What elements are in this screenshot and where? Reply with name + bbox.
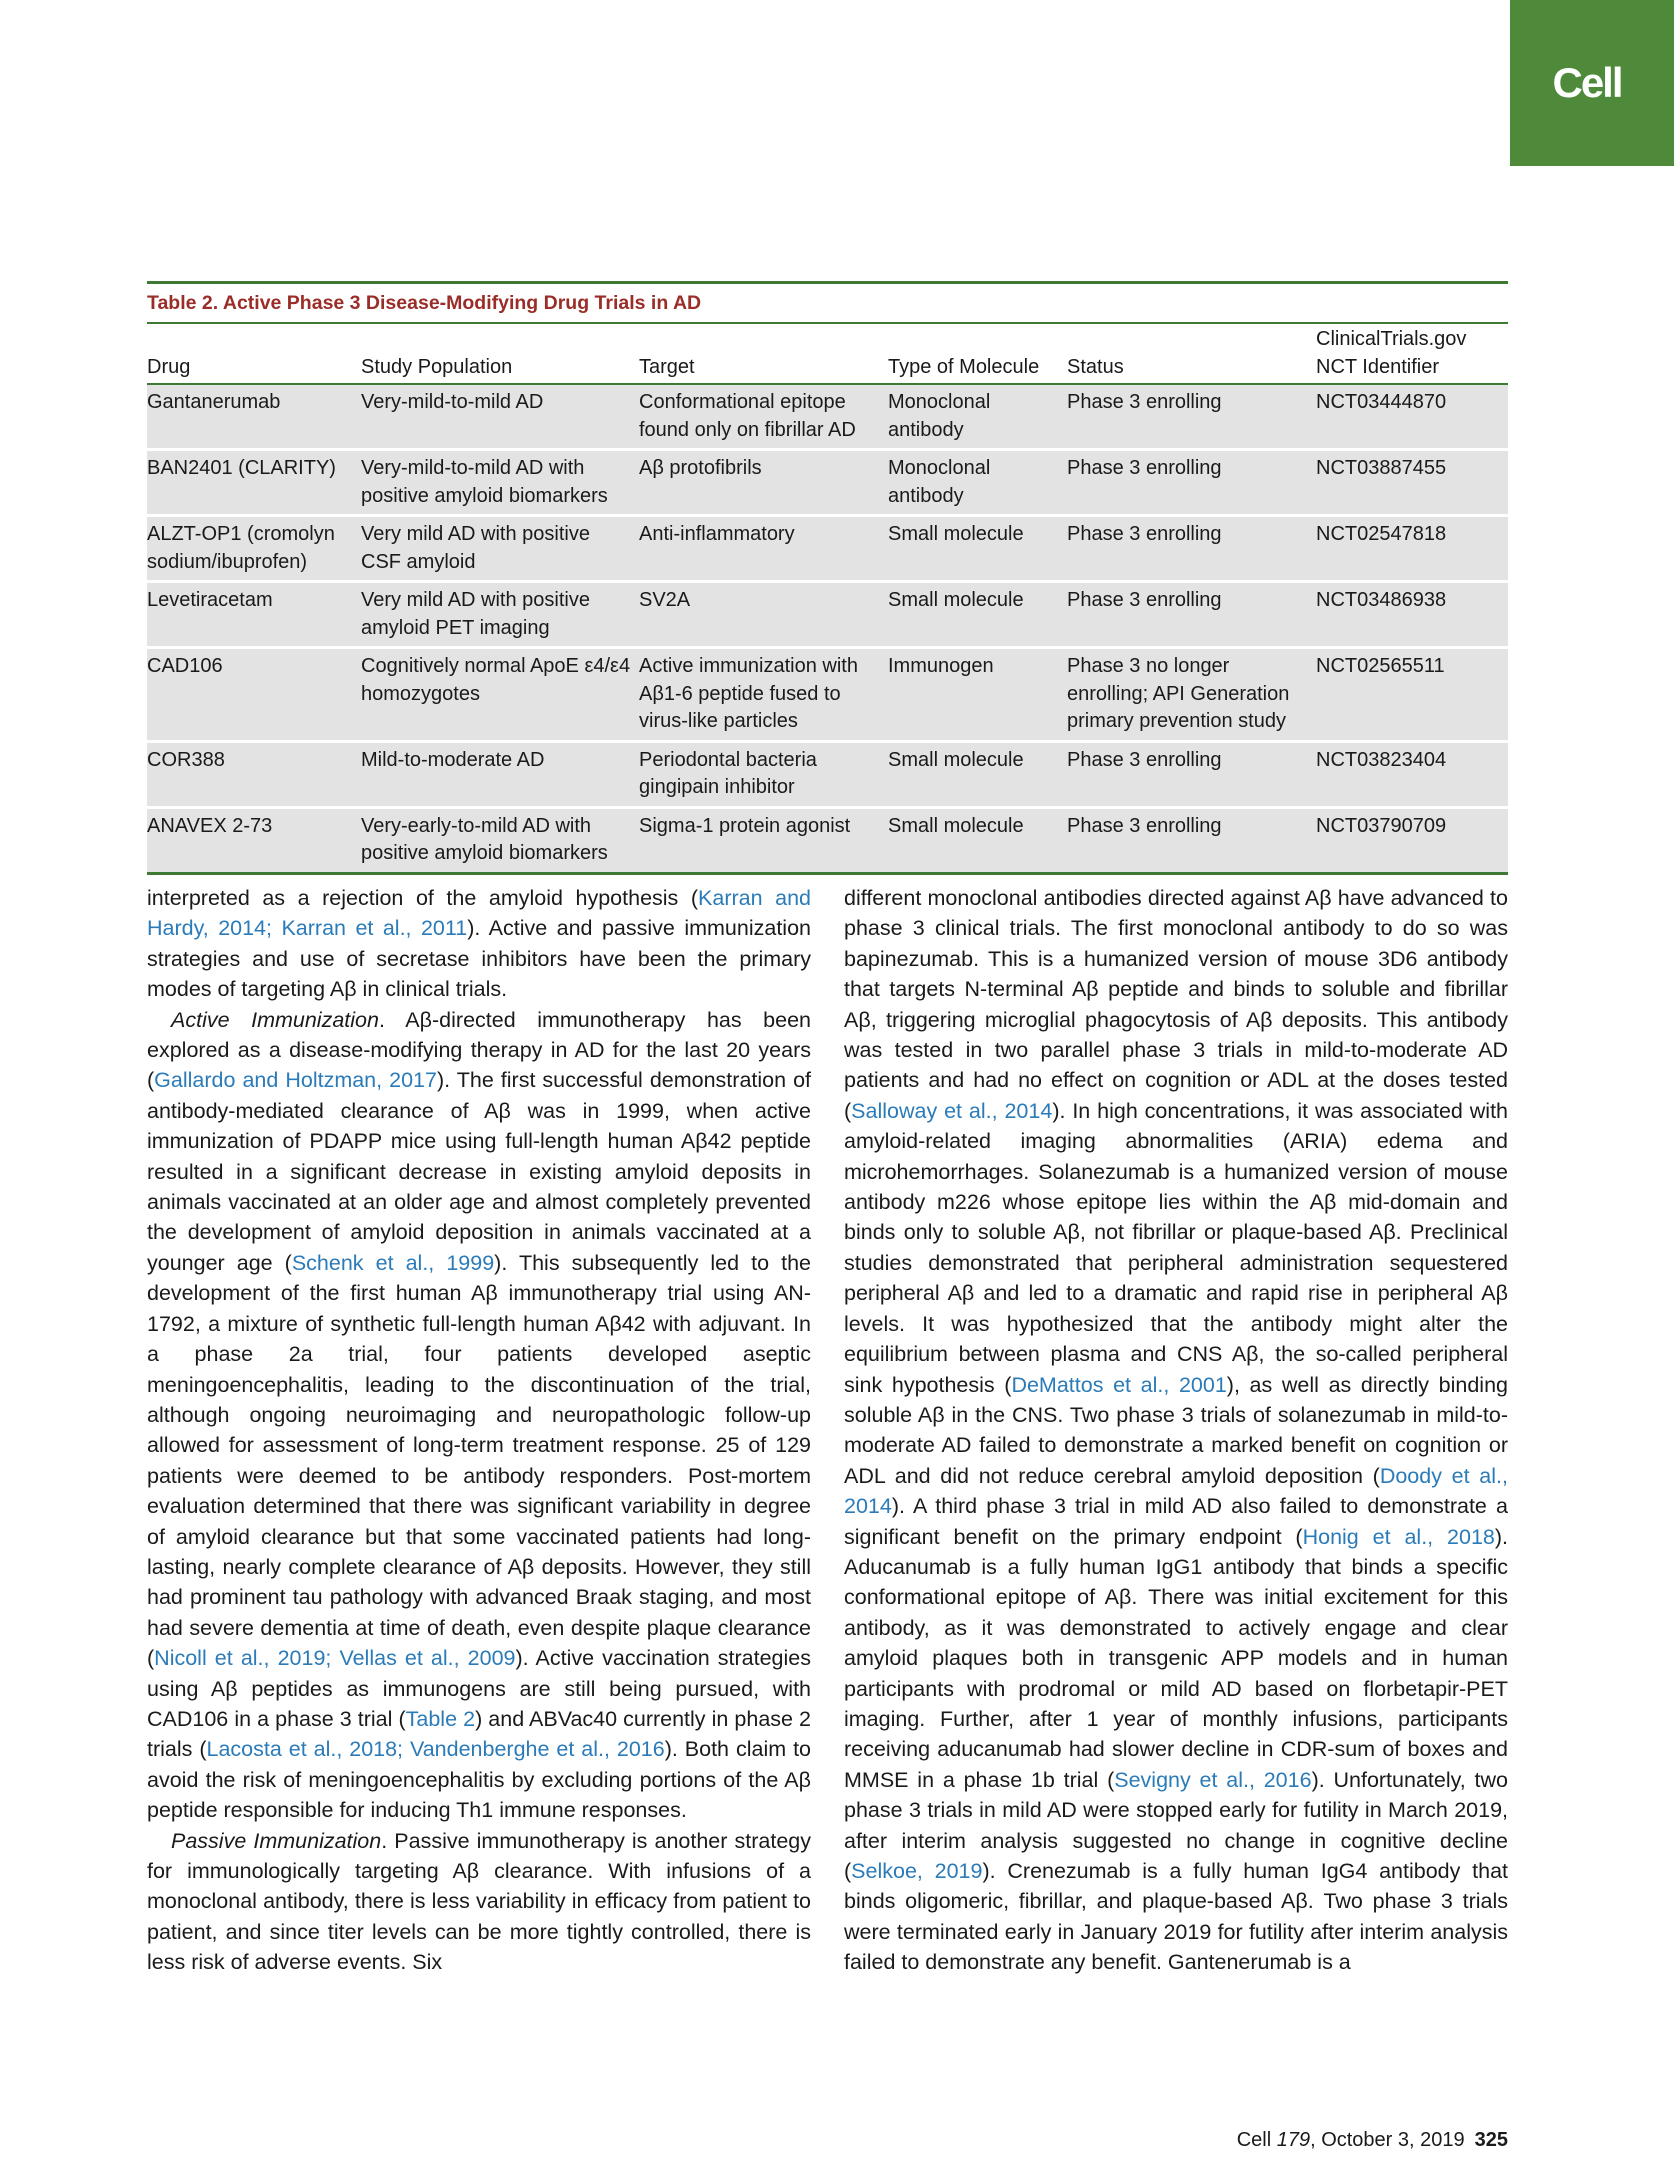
table-header-cell: Target bbox=[639, 355, 695, 378]
table-cell: Levetiracetam bbox=[147, 589, 273, 611]
table-cell: Very mild AD with positive amyloid PET imaging bbox=[361, 589, 590, 639]
citation-link[interactable]: Nicoll et al., 2019; Vellas et al., 2009 bbox=[154, 1646, 516, 1671]
section-heading-inline: Active Immunization bbox=[171, 1007, 379, 1032]
page-number: 325 bbox=[1474, 2129, 1508, 2151]
table-cell: NCT03887455 bbox=[1316, 457, 1447, 479]
table-cell: ANAVEX 2-73 bbox=[147, 814, 273, 837]
table-row bbox=[147, 450, 1508, 516]
table-row bbox=[147, 582, 1508, 648]
table-cell: NCT03486938 bbox=[1316, 589, 1447, 611]
table-cell: Monoclonal antibody bbox=[888, 457, 991, 507]
table-cell: Immunogen bbox=[888, 655, 994, 677]
table-header-cell: Type of Molecule bbox=[888, 355, 1040, 378]
footer-volume: 179 bbox=[1276, 2129, 1311, 2151]
table-header-cell: ClinicalTrials.gov NCT Identifier bbox=[1316, 328, 1467, 378]
table-cell: Small molecule bbox=[888, 814, 1024, 837]
table-cell: Phase 3 enrolling bbox=[1067, 391, 1222, 413]
citation-link[interactable]: Gallardo and Holtzman, 2017 bbox=[154, 1068, 437, 1093]
table-cell: Cognitively normal ApoE ε4/ε4 homozygotes bbox=[361, 655, 631, 705]
citation-link[interactable]: Karran and Hardy, 2014; Karran et al., 2011 bbox=[147, 886, 811, 941]
table-cell: Aβ protofibrils bbox=[639, 457, 762, 479]
paragraph: different monoclonal antibodies directed against Aβ have advanced to phase 3 clinical trials. The first monoclonal antibody to do so was bapinezumab. This is a humanized version of mouse 3D6 antibody that targets N-terminal Aβ peptide and binds to soluble and fibrillar Aβ, triggering microglial phagocytosis of Aβ deposits. This antibody was tested in two parallel phase 3 trials in mild-to-moderate AD patients and had no effect on cognition or ADL at the doses tested (Salloway et al., 2014). In high concentrations, it was associated with amyloid-related imaging abnormalities (ARIA) edema and microhemorrhages. Solanezumab is a humanized version of mouse antibody m226 whose epitope lies within the Aβ mid-domain and binds only to soluble Aβ, not fibrillar or plaque-based Aβ. Preclinical studies demonstrated that peripheral administration sequestered peripheral Aβ and led to a dramatic and rapid rise in peripheral Aβ levels. It was hypothesized that the antibody might alter the equilibrium between plasma and CNS Aβ, the so-called peripheral sink hypothesis (DeMattos et al., 2001), as well as directly binding soluble Aβ in the CNS. Two phase 3 trials of solanezumab in mild-to-moderate AD failed to demonstrate a marked benefit on cognition or ADL and did not reduce cerebral amyloid deposition (Doody et al., 2014). A third phase 3 trial in mild AD also failed to demonstrate a significant benefit on the primary endpoint (Honig et al., 2018). Aducanumab is a fully human IgG1 antibody that binds a specific conformational epitope of Aβ. There was initial excitement for this antibody, as it was demonstrated to actively engage and clear amyloid plaques both in transgenic APP models and in human participants with prodromal or mild AD based on florbetapir-PET imaging. Further, after 1 year of monthly infusions, participants receiving aducanumab had slower decline in CDR-sum of boxes and MMSE in a phase 1b trial (Sevigny et al., 2016). Unfortunately, two phase 3 trials in mild AD were stopped early for futility in March 2019, after interim analysis suggested no change in cognitive decline (Selkoe, 2019). Crenezumab is a fully human IgG4 antibody that binds oligomeric, fibrillar, and plaque-based Aβ. Two phase 3 trials were terminated early in January 2019 for futility after interim analysis failed to demonstrate any benefit. Gantenerumab is a bbox=[844, 886, 1509, 1975]
table-cell: Small molecule bbox=[888, 589, 1024, 611]
table-cell: Anti-inflammatory bbox=[639, 523, 795, 545]
table-header-cell: Study Population bbox=[361, 355, 513, 378]
citation-link[interactable]: Doody et al., 2014 bbox=[844, 1463, 1508, 1519]
table-cell: Mild-to-moderate AD bbox=[361, 748, 545, 771]
table-cell: Monoclonal antibody bbox=[888, 391, 991, 441]
table-cell: Very mild AD with positive CSF amyloid bbox=[361, 523, 590, 573]
table-body bbox=[147, 384, 1508, 872]
table-cell: Phase 3 enrolling bbox=[1067, 457, 1222, 479]
table-header-cell: Drug bbox=[147, 355, 191, 378]
table-cell: SV2A bbox=[639, 589, 691, 611]
table-cell: Phase 3 enrolling bbox=[1067, 589, 1222, 611]
table-cell: Conformational epitope found only on fibrillar AD bbox=[639, 391, 856, 441]
table-header-row bbox=[147, 324, 1508, 384]
table-cell: Sigma-1 protein agonist bbox=[639, 814, 851, 837]
footer-journal: Cell bbox=[1236, 2129, 1272, 2151]
table-header-cell: Status bbox=[1067, 355, 1124, 378]
table-row bbox=[147, 384, 1508, 450]
body-left-column bbox=[147, 883, 811, 1978]
table-cell: NCT02547818 bbox=[1316, 523, 1447, 545]
table-cell: Phase 3 enrolling bbox=[1067, 814, 1222, 837]
table-cell: NCT03444870 bbox=[1316, 391, 1447, 413]
citation-link[interactable]: Selkoe, 2019 bbox=[851, 1859, 983, 1883]
table-row bbox=[147, 516, 1508, 582]
table-cell: Very-mild-to-mild AD with positive amyloid biomarkers bbox=[361, 457, 608, 507]
citation-link[interactable]: Sevigny et al., 2016 bbox=[1114, 1767, 1312, 1792]
table-cell: Small molecule bbox=[888, 523, 1024, 545]
table-cell: Periodontal bacteria gingipain inhibitor bbox=[639, 748, 817, 798]
drug-trials-table bbox=[147, 324, 1508, 872]
table-cell: ALZT-OP1 (cromolyn sodium/ibuprofen) bbox=[147, 523, 335, 573]
table-cell: Very-mild-to-mild AD bbox=[361, 391, 544, 413]
journal-logo: Cell bbox=[1510, 0, 1674, 166]
table-cell: BAN2401 (CLARITY) bbox=[147, 457, 336, 479]
citation-link[interactable]: Lacosta et al., 2018; Vandenberghe et al., 2016 bbox=[206, 1737, 665, 1762]
table-cell: CAD106 bbox=[147, 655, 223, 677]
citation-link[interactable]: Salloway et al., 2014 bbox=[851, 1098, 1053, 1123]
table-cell: Phase 3 no longer enrolling; API Generation primary prevention study bbox=[1067, 655, 1290, 732]
paragraph: Passive Immunization. Passive immunotherapy is another strategy for immunologically targeting Aβ clearance. With infusions of a monoclonal antibody, there is less variability in efficacy from patient to patient, and since titer levels can be more tightly controlled, there is less risk of adverse events. Six bbox=[147, 1828, 811, 1975]
citation-link[interactable]: Table 2 bbox=[405, 1706, 476, 1731]
paragraph: interpreted as a rejection of the amyloid hypothesis (Karran and Hardy, 2014; Karran et al., 2011). Active and passive immunization strategies and use of secretase inhibitors have been the primary modes of targeting Aβ in clinical trials. bbox=[147, 886, 811, 1002]
paragraph: Active Immunization. Aβ-directed immunotherapy has been explored as a disease-modifying therapy in AD for the last 20 years (Gallardo and Holtzman, 2017). The first successful demonstration of antibody-mediated clearance of Aβ was in 1999, when active immunization of PDAPP mice using full-length human Aβ42 peptide resulted in a significant decrease in existing amyloid deposits in animals vaccinated at an older age and almost completely prevented the development of amyloid deposition in animals vaccinated at a younger age (Schenk et al., 1999). This subsequently led to the development of the first human Aβ immunotherapy trial using AN-1792, a mixture of synthetic full-length human Aβ42 with adjuvant. In a phase 2a trial, four patients developed aseptic meningoencephalitis, leading to the discontinuation of the trial, although ongoing neuroimaging and neuropathologic follow-up allowed for assessment of long-term treatment response. 25 of 129 patients were deemed to be antibody responders. Post-mortem evaluation determined that there was significant variability in degree of amyloid clearance but that some vaccinated patients had long-lasting, nearly complete clearance of Aβ deposits. However, they still had prominent tau pathology with advanced Braak staging, and most had severe dementia at time of death, even despite plaque clearance (Nicoll et al., 2019; Vellas et al., 2009). Active vaccination strategies using Aβ peptides as immunogens are still being pursued, with CAD106 in a phase 3 trial (Table 2) and ABVac40 currently in phase 2 trials (Lacosta et al., 2018; Vandenberghe et al., 2016). Both claim to avoid the risk of meningoencephalitis by excluding portions of the Aβ peptide responsible for inducing Th1 immune responses. bbox=[147, 1007, 812, 1823]
page-footer bbox=[1180, 2129, 1508, 2152]
table-cell: NCT02565511 bbox=[1316, 655, 1445, 677]
table-cell: NCT03823404 bbox=[1316, 748, 1447, 771]
table-row bbox=[147, 741, 1508, 807]
table-cell: Phase 3 enrolling bbox=[1067, 523, 1222, 545]
body-right-column bbox=[844, 883, 1508, 1978]
footer-date: , October 3, 2019 bbox=[1310, 2129, 1465, 2151]
table-cell: COR388 bbox=[147, 748, 225, 771]
citation-link[interactable]: Honig et al., 2018 bbox=[1302, 1524, 1495, 1549]
citation-link[interactable]: Schenk et al., 1999 bbox=[291, 1250, 495, 1275]
section-heading-inline: Passive Immunization bbox=[171, 1828, 382, 1853]
table-cell: NCT03790709 bbox=[1316, 814, 1447, 837]
table-cell: Phase 3 enrolling bbox=[1067, 748, 1222, 771]
table-cell: Small molecule bbox=[888, 748, 1024, 771]
table-row bbox=[147, 807, 1508, 872]
table-cell: Active immunization with Aβ1-6 peptide fused to virus-like particles bbox=[639, 655, 858, 732]
table-bottom-rule bbox=[147, 872, 1508, 875]
table-cell: Gantanerumab bbox=[147, 391, 281, 413]
table-cell: Very-early-to-mild AD with positive amyloid biomarkers bbox=[361, 814, 608, 864]
table-row bbox=[147, 648, 1508, 742]
table-title: Table 2. Active Phase 3 Disease-Modifying Drug Trials in AD bbox=[147, 292, 702, 314]
table-2 bbox=[147, 281, 1508, 875]
citation-link[interactable]: DeMattos et al., 2001 bbox=[1011, 1372, 1227, 1397]
